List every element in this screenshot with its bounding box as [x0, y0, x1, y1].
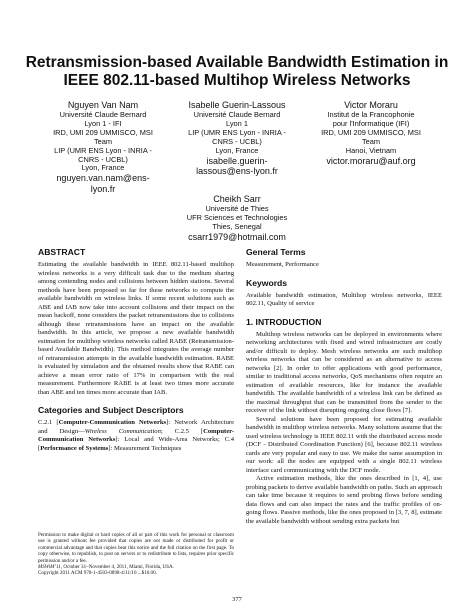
affiliation-line: Lyon, France — [215, 145, 259, 155]
affiliation-line: Institut de la Francophonie — [327, 110, 415, 119]
author-email[interactable]: isabelle.guerin- — [206, 155, 268, 166]
copyright-footnote — [38, 532, 234, 577]
intro-paragraph-3: Active estimation methods, like the ones described in [1, 4], use probing packets to derive available bandwidth on paths. Such an approach can take time because it requires to send probing flows before sending data flows and can also impact the rates and the traffic profiles of on-going flows. Passive methods, like the ones proposed in [3, 7, 8], estimate the available bandwidth without sending extra packets but — [246, 475, 442, 525]
affiliation-line: pour l'Informatique (IFI) — [332, 118, 410, 128]
categories-text — [38, 419, 234, 453]
author-email[interactable]: csarr1979@hotmail.com — [188, 231, 286, 242]
categories-part: ]: Network Architecture and Design— — [38, 419, 234, 435]
categories-part: ]: Local and Wide-Area Networks; C.4 [ — [38, 436, 235, 452]
author-name: Victor Moraru — [344, 100, 398, 110]
author-name: Cheikh Sarr — [213, 194, 261, 204]
intro-paragraph-1: Multihop wireless networks can be deployed in environments where networking architectures with fixed and wired infrastructure are costly and/or difficult to deploy. Mesh wireless networks are such multihop wireless networks that can be considered as an alternative to access networks [2]. In order to offer applications with good performance, similar to traditional access networks, QoS mechanisms often require an estimation of available resources, like for instance the available bandwidth. The available bandwidth of a wireless link can be defined as the maximal throughput that can be transmitted from the sender to the receiver of the link without disrupting ongoing close flows [7]. — [246, 330, 442, 414]
categories-heading: Categories and Subject Descriptors — [38, 405, 184, 415]
abstract-heading: ABSTRACT — [38, 247, 86, 257]
author-block-1 — [33, 100, 173, 194]
keywords-text: Available bandwidth estimation, Multihop wireless networks, IEEE 802.11, Quality of service — [246, 291, 442, 307]
author-name: Isabelle Guerin-Lassous — [188, 100, 286, 110]
author-email-cont[interactable]: lyon.fr — [90, 183, 116, 194]
category-term: Computer-Communication Networks — [38, 427, 234, 443]
category-term: Wireless Communication — [84, 427, 161, 435]
affiliation-line: CNRS - UCBL) — [212, 136, 262, 146]
author-email-cont[interactable]: lassous@ens-lyon.fr — [196, 166, 278, 177]
general-terms-text: Measurement, Performance — [246, 261, 319, 268]
affiliation-line: IRD, UMI 209 UMMISCO, MSI — [321, 127, 421, 137]
introduction-heading: 1. INTRODUCTION — [246, 316, 322, 327]
author-email[interactable]: nguyen.van.nam@ens- — [56, 173, 150, 184]
copyright-line: Copyright 2011 ACM 978-1-4503-0898-4/11/10 ...$10.00. — [38, 570, 157, 577]
author-block-4 — [167, 194, 307, 242]
affiliation-line: Lyon 1 — [226, 118, 248, 128]
permission-notice: Permission to make digital or hard copies of all or part of this work for personal or classroom use is granted without fee provided that copies are not made or distributed for profit or commercial advantage and that copies bear this notice and the full citation on the first page. To copy otherwise, to republish, to post on servers or to redistribute to lists, requires prior specific permission and/or a fee. — [38, 532, 234, 564]
affiliation-line: UFR Sciences et Technologies — [186, 212, 288, 222]
category-term: Performance of Systems — [40, 444, 109, 452]
affiliation-line: Team — [361, 136, 381, 146]
affiliation-line: Université Claude Bernard — [59, 110, 147, 119]
affiliation-line: Team — [93, 136, 113, 146]
affiliation-line: CNRS - UCBL) — [78, 154, 128, 164]
left-column — [38, 247, 234, 453]
intro-paragraph-2: Several solutions have been proposed for estimating available bandwidth in multihop wireless networks. Many solutions assume that the used wireless technology is IEEE 802.11 with the distributed access mode (DCF - Distributed Coordination Function) [6], because 802.11 wireless cards are very popular and easy to use. We make the same assumption in our work: all the nodes are equipped with a single 802.11 wireless interface card communicating with the DCF mode. — [246, 415, 442, 474]
title-line-2: IEEE 802.11-based Multihop Wireless Networks — [63, 72, 411, 89]
category-term: Computer-Communication Networks — [58, 419, 167, 426]
title-line-1: Retransmission-based Available Bandwidth Estimation in — [25, 54, 449, 71]
conference-name: MSWiM’11, — [38, 564, 63, 571]
categories-part: ; C.2.5 [ — [160, 427, 204, 435]
author-email[interactable]: victor.moraru@auf.org — [326, 155, 416, 166]
categories-part: ]: Measurement Techniques — [108, 444, 182, 452]
affiliation-line: Université Claude Bernard — [193, 110, 281, 119]
abstract-text: Estimating the available bandwidth in IEEE 802.11-based multihop wireless networks is a very difficult task due to the medium sharing among contending nodes and collisions between hidden stations. Several methods have been proposed so far for these networks to compute the available bandwidth on wireless links. If some recent solutions such as ABE and IAB now take into account collisions and their impact on the mean backoff, none considers the packet retransmissions due to collisions although these retransmissions have an impact on the available bandwidth. In this article, we propose a new available bandwidth estimation for multihop wireless networks called RABE (Retransmission-based Available Bandwidth). This method integrates the average number of retransmission attempts in the available bandwidth estimation. RABE is evaluated by simulation and the obtained results show that RABE can achieve a mean error ratio of 17% in comparison with the real measurement. Furthermore RABE is at least two times more accurate than ABE and ten times more accurate than IAB. — [38, 261, 234, 396]
general-terms-heading: General Terms — [246, 247, 306, 257]
affiliation-line: LIP (UMR ENS Lyon - INRIA - — [188, 127, 286, 137]
author-block-2 — [167, 100, 307, 177]
conference-details: October 31–November 4, 2011, Miami, Florida, USA. — [62, 564, 174, 571]
affiliation-line: Hanoi, Vietnam — [345, 145, 397, 155]
affiliation-line: IRD, UMI 209 UMMISCO, MSI — [53, 127, 153, 137]
categories-part: C.2.1 [ — [38, 419, 59, 426]
author-name: Nguyen Van Nam — [67, 100, 139, 110]
affiliation-line: Thies, Senegal — [212, 221, 262, 231]
paper-title — [20, 54, 454, 90]
page-number: 377 — [232, 596, 242, 603]
affiliation-line: Lyon 1 - IFI — [84, 118, 122, 128]
affiliation-line: Lyon, France — [81, 163, 125, 173]
affiliation-line: LIP (UMR ENS Lyon - INRIA - — [54, 145, 152, 155]
affiliation-line: Université de Thies — [205, 204, 269, 213]
keywords-heading: Keywords — [246, 277, 288, 288]
author-block-3 — [301, 100, 441, 166]
right-column — [246, 247, 442, 526]
